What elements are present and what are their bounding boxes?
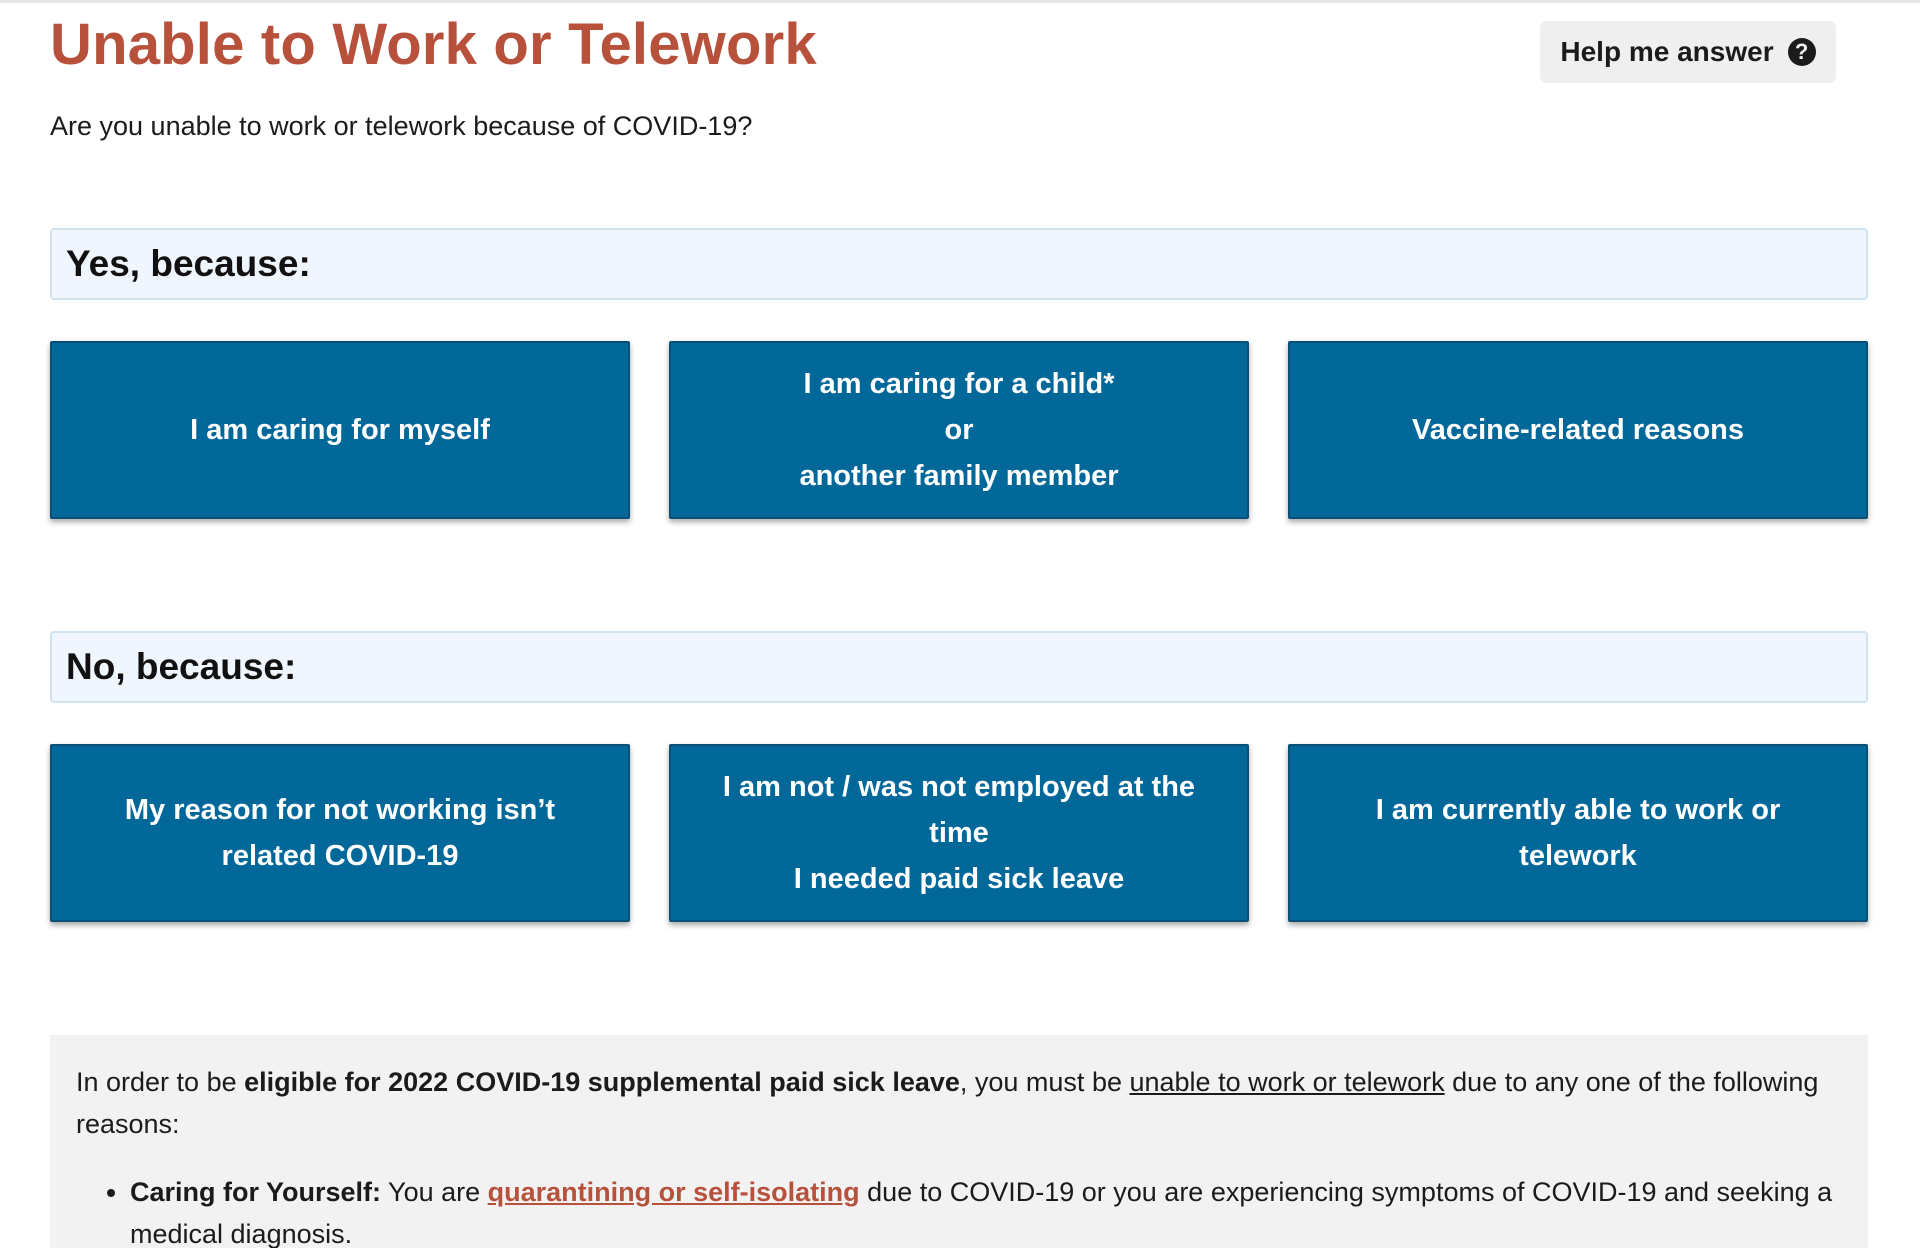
question-circle-icon: ? — [1788, 38, 1816, 66]
list-item — [130, 1171, 1842, 1248]
page-question: Are you unable to work or telework because of COVID-19? — [50, 111, 753, 141]
option-line: telework — [1519, 840, 1637, 872]
help-me-answer-button[interactable] — [1540, 21, 1836, 83]
yes-options — [50, 341, 1868, 519]
reason-text: due to COVID-19 or you are experiencing symptoms of COVID-19 and seeking a medical diagnosis. — [130, 1177, 1833, 1248]
reasons-list — [76, 1171, 1842, 1248]
eligibility-intro — [76, 1061, 1842, 1145]
option-line: I am caring for myself — [190, 414, 490, 446]
option-line: Vaccine-related reasons — [1411, 414, 1745, 446]
option-not-related-covid[interactable] — [50, 744, 630, 922]
help-button-label: Help me answer — [1560, 36, 1774, 67]
yes-section-header — [50, 228, 1868, 300]
intro-bold-text: eligible for 2022 COVID-19 supplemental paid sick leave — [244, 1067, 960, 1097]
option-caring-for-child-or-family[interactable] — [669, 341, 1249, 519]
option-line: or — [944, 414, 974, 446]
option-line: time — [929, 817, 989, 849]
option-vaccine-related[interactable] — [1288, 341, 1868, 519]
intro-text: due to any one of the following reasons: — [76, 1067, 1819, 1139]
no-section-label: No, because: — [66, 646, 297, 687]
intro-text: In order to be — [76, 1067, 245, 1097]
quarantining-link[interactable]: quarantining or self-isolating — [487, 1177, 860, 1207]
no-options — [50, 744, 1868, 922]
option-able-to-work[interactable] — [1288, 744, 1868, 922]
option-line: I am currently able to work or — [1375, 794, 1781, 826]
yes-section-label: Yes, because: — [66, 243, 311, 284]
option-line: I needed paid sick leave — [793, 863, 1125, 895]
reason-text: You are — [381, 1177, 488, 1207]
option-line: another family member — [799, 460, 1119, 492]
no-section-header — [50, 631, 1868, 703]
unable-to-work-link[interactable]: unable to work or telework — [1129, 1067, 1445, 1097]
eligibility-info-box — [50, 1035, 1868, 1248]
option-line: My reason for not working isn’t — [124, 794, 556, 826]
option-caring-for-myself[interactable] — [50, 341, 630, 519]
page-title: Unable to Work or Telework — [50, 12, 817, 77]
intro-text: , you must be — [959, 1067, 1130, 1097]
option-line: I am not / was not employed at the — [722, 771, 1196, 803]
option-line: related COVID-19 — [221, 840, 459, 872]
reason-label: Caring for Yourself: — [130, 1177, 382, 1207]
option-not-employed[interactable] — [669, 744, 1249, 922]
option-line: I am caring for a child* — [803, 368, 1115, 400]
